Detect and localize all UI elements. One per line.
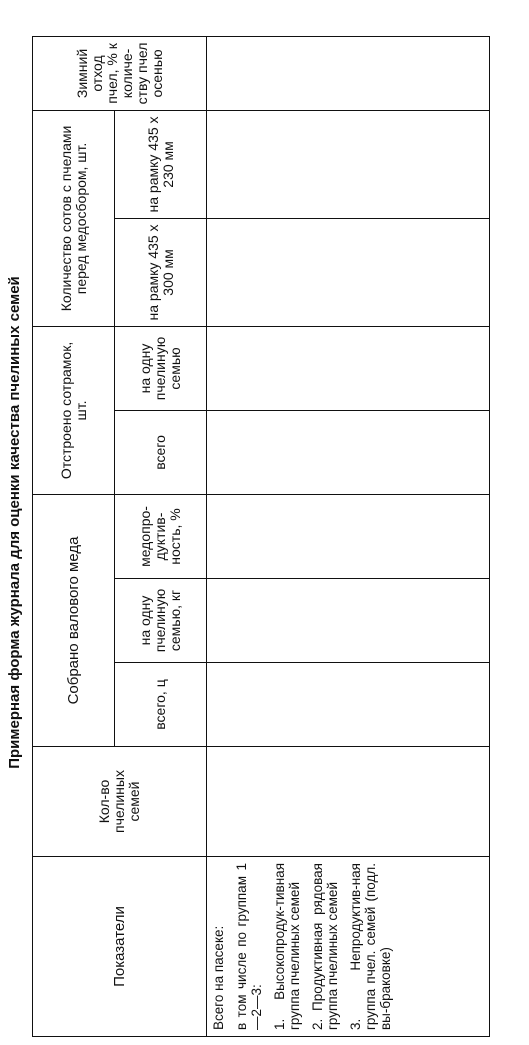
cell-colonies-count (207, 747, 490, 857)
cell-winter-loss (207, 36, 490, 110)
row-label-group-3: 3. Непродуктив-ная группа пчел. семей (подл. вы-браковке) (348, 863, 393, 1030)
row-label-group-1: 1. Высокопродук-тивная группа пчелиных семей (272, 863, 302, 1030)
header-frame-435x300: на рамку 435 х 300 мм (115, 218, 207, 326)
cell-frame-435x230 (207, 110, 490, 218)
cell-frame-435x300 (207, 218, 490, 326)
header-winter-loss: Зимний отход пчел, % к количе-ству пчел осенью (33, 36, 207, 110)
header-honey-per-colony: на одну пчелиную семью, кг (115, 579, 207, 663)
page-title: Примерная форма журнала для оценки качества пчелиных семей (6, 276, 23, 769)
header-indicators: Показатели (33, 857, 207, 1037)
header-honey-group: Собрано валового меда (33, 494, 115, 746)
cell-honey-total (207, 663, 490, 747)
header-colonies-count: Кол-во пчелиных семей (33, 747, 207, 857)
quality-journal-table (32, 36, 490, 1037)
cell-honey-per-colony (207, 579, 490, 663)
header-frame-435x230: на рамку 435 х 230 мм (115, 110, 207, 218)
cell-honey-productivity (207, 494, 490, 578)
header-comb-per-colony: на одну пчелиную семью (115, 326, 207, 410)
header-comb-group: Отстроено сотрамок, шт. (33, 326, 115, 494)
row-label-group-2: 2. Продуктивная рядовая группа пчелиных семей (310, 863, 340, 1030)
cell-comb-total (207, 410, 490, 494)
row-label-total: Всего на пасеке: (211, 925, 226, 1030)
header-honey-productivity: медопро-дуктив-ность, % (115, 494, 207, 578)
header-comb-total: всего (115, 410, 207, 494)
row-label-by-groups: в том числе по группам 1—2—3: (234, 863, 264, 1030)
cell-comb-per-colony (207, 326, 490, 410)
header-frames-group: Количество сотов с пчелами перед медосбором, шт. (33, 110, 115, 326)
header-honey-total: всего, ц (115, 663, 207, 747)
row-labels-cell (207, 857, 490, 1037)
